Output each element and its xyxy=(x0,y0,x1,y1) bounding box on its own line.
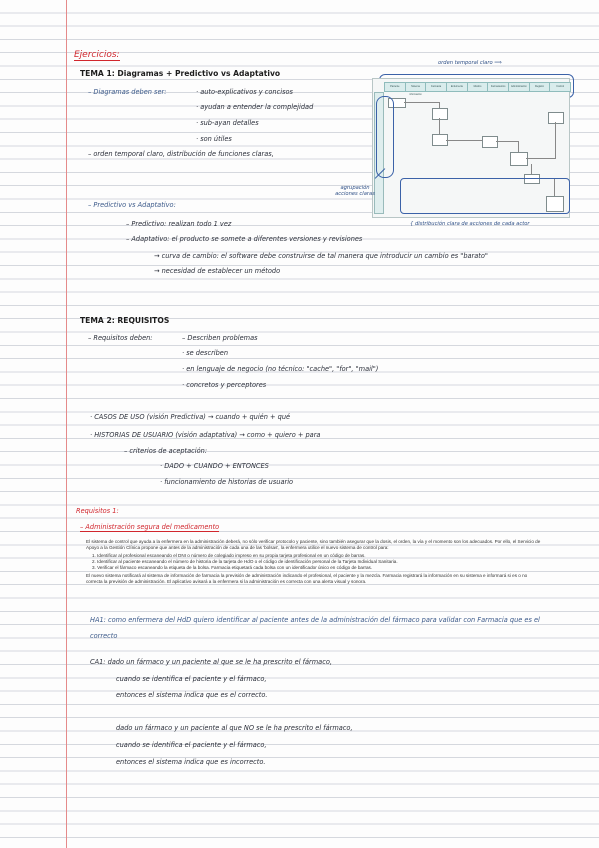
requisitos-list-2: 2. Identificar al paciente escaneando el número de historia de la tarjeta de HdO o el código de identificación personal de la Tarjeta Individual Sanitaria. xyxy=(92,559,398,564)
diagram-node-e xyxy=(548,112,564,124)
ca1-line-1 xyxy=(90,658,332,666)
ca1-line-2: cuando se identifica el paciente y el fármaco, xyxy=(116,675,267,683)
historias-usuario: · HISTORIAS DE USUARIO (visión adaptativa) → como + quiero + para xyxy=(90,431,321,439)
req-item-1: – Describen problemas xyxy=(182,334,258,342)
margin-line xyxy=(66,0,67,848)
diagram-lane-header: Farmacia xyxy=(425,82,447,92)
req-item-2: · se describen xyxy=(182,349,229,357)
bullet-4: · son útiles xyxy=(196,135,232,143)
req-item-4: · concretos y perceptores xyxy=(182,381,267,389)
diagram-node-a xyxy=(432,108,448,120)
annotation-distribucion: { distribución clara de acciones de cada actor xyxy=(410,221,530,227)
requisitos-text xyxy=(86,539,544,587)
administracion-title: – Administración segura del medicamento xyxy=(80,523,220,531)
criterio-1: · DADO + CUANDO + ENTONCES xyxy=(160,462,269,470)
ha1-text: HA1: como enfermera del HdD quiero identificar al paciente antes de la administración del fármaco para validar con Farmacia que es el correcto xyxy=(90,616,540,640)
tema1-title: TEMA 1: Diagramas + Predictivo vs Adaptativo xyxy=(80,69,281,78)
diagram-lane-header: Control xyxy=(549,82,571,92)
diagram-node-d xyxy=(510,152,528,166)
diagram-lane-header: Paciente xyxy=(384,82,406,92)
criterio-2: · funcionamiento de historias de usuario xyxy=(160,478,294,486)
requisitos1-title: Requisitos 1: xyxy=(76,507,119,515)
diagram-lane-header: Registro xyxy=(529,82,551,92)
annotation-orden-temporal: orden temporal claro ⟹ xyxy=(438,60,502,66)
req-label: – Requisitos deben: xyxy=(88,334,153,342)
casos-de-uso: · CASOS DE USO (visión Predictiva) → cuando + quién + qué xyxy=(90,413,291,421)
ca2-line-3: entonces el sistema indica que es incorrecto. xyxy=(116,758,266,766)
ca1-text: CA1: dado un fármaco y un paciente al que se le ha prescrito el fármaco, xyxy=(90,658,332,666)
bullet-3: · sub-ayan detalles xyxy=(196,119,259,127)
diagram-lane-header: Administración xyxy=(508,82,530,92)
req-item-3: · en lenguaje de negocio (no técnico: "cache", "for", "mail") xyxy=(182,365,379,373)
annotation-agrupacion: agrupación acciones claras xyxy=(335,185,375,197)
pred-4: → necesidad de establecer un método xyxy=(154,267,281,275)
bullet-2: · ayudan a entender la complejidad xyxy=(196,103,314,111)
requisitos-paragraph-2: El nuevo sistema notificará al sistema de información de farmacia la previsión de administración indicando el profesional, el paciente y la mezcla. Farmacia registrará la información en su sistema e informará si es o no correcta la previsión de administración. El aplicativo avisará a la enfermera si la administración es correcta con una alerta visual y sonora. xyxy=(86,573,528,584)
diagram-lane-header: Médico xyxy=(467,82,489,92)
requisitos-list-1: 1. Identificar al profesional escaneando el DNI o número de colegiado impreso en su propia tarjeta profesional en un código de barras. xyxy=(92,553,366,558)
diagram-node-c xyxy=(482,136,498,148)
requisitos-list-3: 3. Verificar el fármaco escaneando la etiqueta de la bolsa. Farmacia etiquetará cada bolsa con un identificador único en código de barras. xyxy=(92,565,373,570)
ca2-line-1: dado un fármaco y un paciente al que NO se le ha prescrito el fármaco, xyxy=(116,724,353,732)
diagram-lane-header: Farmacéutico xyxy=(487,82,509,92)
agrupacion-bracket xyxy=(376,96,394,178)
diagramas-label: – Diagramas deben ser: xyxy=(88,88,167,96)
ejercicios-title: Ejercicios: xyxy=(74,50,120,60)
tema2-title: TEMA 2: REQUISITOS xyxy=(80,316,170,325)
distribucion-bracket xyxy=(400,178,570,214)
diagram-lane-header: Enfermería xyxy=(446,82,468,92)
pred-2: – Adaptativo: el producto se somete a diferentes versiones y revisiones xyxy=(126,235,363,243)
pred-1: – Predictivo: realizan todo 1 vez xyxy=(126,220,232,228)
requisitos-paragraph-1: El sistema de control que ayuda a la enfermera en la administración deberá, no sólo verificar protocolo y paciente, sino también asegurar que la dosis, el orden, la vía y el momento son los adecuados. Por ello, el Servicio de Apoyo a la Gestión Clínica propone que antes de la administración de cada una de las 'bolsas', la enfermera utilice el nuevo sistema de control para: xyxy=(86,539,541,550)
ca1-line-3: entonces el sistema indica que es el correcto. xyxy=(116,691,268,699)
bullet-1: · auto-explicativos y concisos xyxy=(196,88,293,96)
ca2-line-2: cuando se identifica el paciente y el fármaco, xyxy=(116,741,267,749)
diagram-lane-header: Sistema información xyxy=(405,82,427,92)
historia-ha1 xyxy=(90,612,560,644)
orden-temporal: – orden temporal claro, distribución de funciones claras, xyxy=(88,150,274,158)
criterios-label: – criterios de aceptación: xyxy=(124,447,208,455)
pred-3: → curva de cambio: el software debe construirse de tal manera que introducir un cambio es "barato" xyxy=(154,252,488,260)
pred-label: – Predictivo vs Adaptativo: xyxy=(88,201,176,209)
